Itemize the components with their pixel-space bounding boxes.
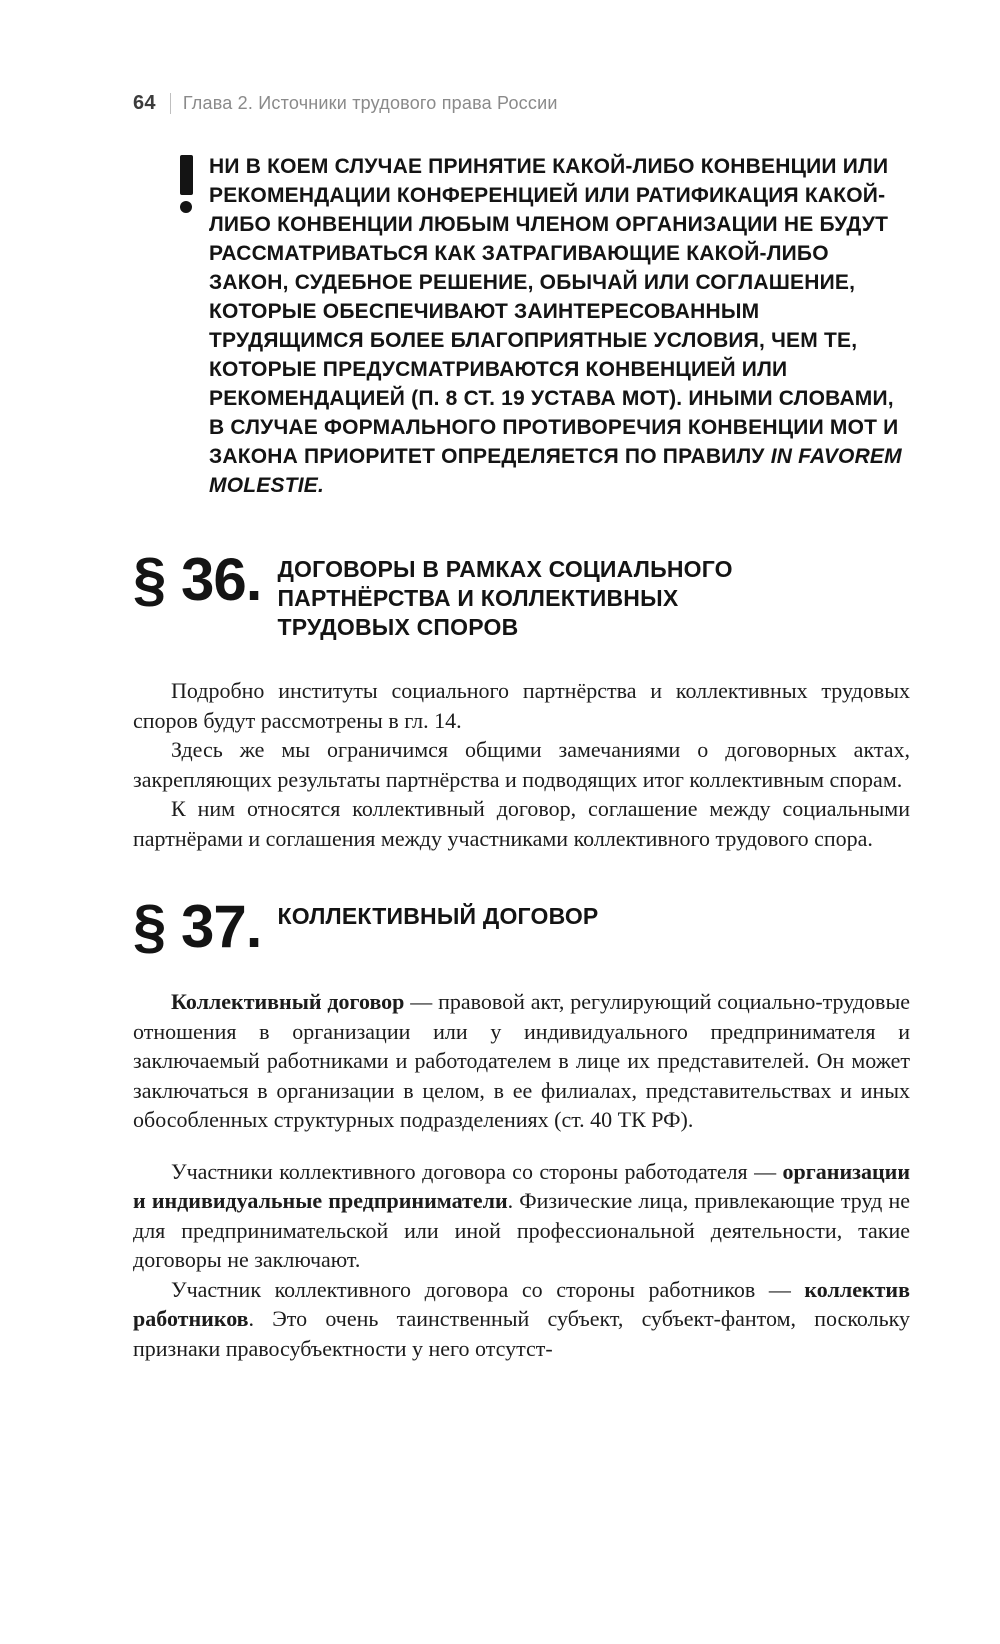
section-36-title: ДОГОВОРЫ В РАМКАХ СОЦИАЛЬНОГО ПАРТНЁРСТВА И КОЛЛЕКТИВНЫХ ТРУДОВЫХ СПОРОВ: [277, 556, 733, 640]
text-run: . Это очень таинственный субъект, субъект-фантом, поскольку признаки правосубъектности у него отсутст-: [133, 1306, 910, 1361]
exclamation-dot: [180, 201, 192, 213]
latin-phrase: IN FAVOREM MOLESTIE.: [209, 445, 902, 497]
text-run: Участник коллективного договора со стороны работников —: [171, 1276, 805, 1302]
section-37-body: [133, 987, 910, 1363]
section-37: [0, 893, 1000, 1363]
paragraph: [133, 794, 910, 853]
text-run: Подробно институты социального партнёрства и коллективных трудовых споров будут рассмотрены в гл. 14.: [133, 678, 910, 733]
section-36-heading: [133, 546, 1000, 642]
text-run: НИ В КОЕМ СЛУЧАЕ ПРИНЯТИЕ КАКОЙ-ЛИБО КОНВЕНЦИИ ИЛИ РЕКОМЕНДАЦИИ КОНФЕРЕНЦИЕЙ ИЛИ РАТИФИКАЦИЯ КАКОЙ-ЛИБО КОНВЕНЦИИ ЛЮБЫМ ЧЛЕНОМ ОРГАНИЗАЦИИ НЕ БУДУТ РАССМАТРИВАТЬСЯ КАК ЗАТРАГИВАЮЩИЕ КАКОЙ-ЛИБО ЗАКОН, СУДЕБНОЕ РЕШЕНИЕ, ОБЫЧАЙ ИЛИ СОГЛАШЕНИЕ, КОТОРЫЕ ОБЕСПЕЧИВАЮТ ЗАИНТЕРЕСОВАННЫМ ТРУДЯЩИМСЯ БОЛЕЕ БЛАГОПРИЯТНЫЕ УСЛОВИЯ, ЧЕМ ТЕ, КОТОРЫЕ ПРЕДУСМАТРИВАЮТСЯ КОНВЕНЦИЕЙ ИЛИ РЕКОМЕНДАЦИЕЙ (П. 8 СТ. 19 УСТАВА МОТ). ИНЫМИ СЛОВАМИ, В СЛУЧАЕ ФОРМАЛЬНОГО ПРОТИВОРЕЧИЯ КОНВЕНЦИИ МОТ И ЗАКОНА ПРИОРИТЕТ ОПРЕДЕЛЯЕТСЯ ПО ПРАВИЛУ: [209, 155, 899, 468]
page-header: [133, 92, 910, 115]
section-37-number: § 37.: [133, 893, 262, 960]
section-37-heading: [133, 893, 1000, 960]
section-37-title: КОЛЛЕКТИВНЫЙ ДОГОВОР: [277, 903, 599, 929]
note-text: [209, 152, 909, 500]
chapter-title: Глава 2. Источники трудового права России: [182, 93, 558, 113]
book-page: [0, 92, 1000, 1363]
text-run: К ним относятся коллективный договор, соглашение между социальными партнёрами и соглашения между участниками коллективного трудового спора.: [133, 796, 910, 851]
paragraph: [133, 676, 910, 735]
exclamation-bar: [180, 155, 193, 195]
text-run: Здесь же мы ограничимся общими замечаниями о договорных актах, закрепляющих результаты партнёрства и подводящих итог коллективным спорам.: [133, 737, 910, 792]
exclamation-icon: [178, 155, 194, 213]
section-36-number: § 36.: [133, 546, 262, 613]
paragraph: [133, 1275, 910, 1364]
section-36: [0, 546, 1000, 853]
text-run: . Физические лица, привлекающие труд не для предпринимательской или иной профессиональной деятельности, такие договоры не заключают.: [133, 1188, 910, 1272]
bold-term: организации и индивидуальные предприниматели: [133, 1158, 910, 1213]
page-number: 64: [133, 92, 156, 114]
header-divider: [170, 93, 171, 114]
important-note-block: [178, 152, 910, 500]
text-run: Участники коллективного договора со стороны работодателя —: [171, 1158, 783, 1184]
paragraph: [133, 735, 910, 794]
paragraph: [133, 1157, 910, 1275]
section-36-body: [133, 676, 910, 853]
text-run: — правовой акт, регулирующий социально-трудовые отношения в организации или у индивидуального предпринимателя и заключаемый работниками и работодателем в лице их представителей. Он может заключаться в организации в целом, в ее филиалах, представительствах и иных обособленных структурных подразделениях (ст. 40 ТК РФ).: [133, 989, 910, 1132]
paragraph: [133, 987, 910, 1135]
bold-term: Коллективный договор: [171, 989, 405, 1014]
bold-term: коллектив работников: [133, 1276, 910, 1331]
